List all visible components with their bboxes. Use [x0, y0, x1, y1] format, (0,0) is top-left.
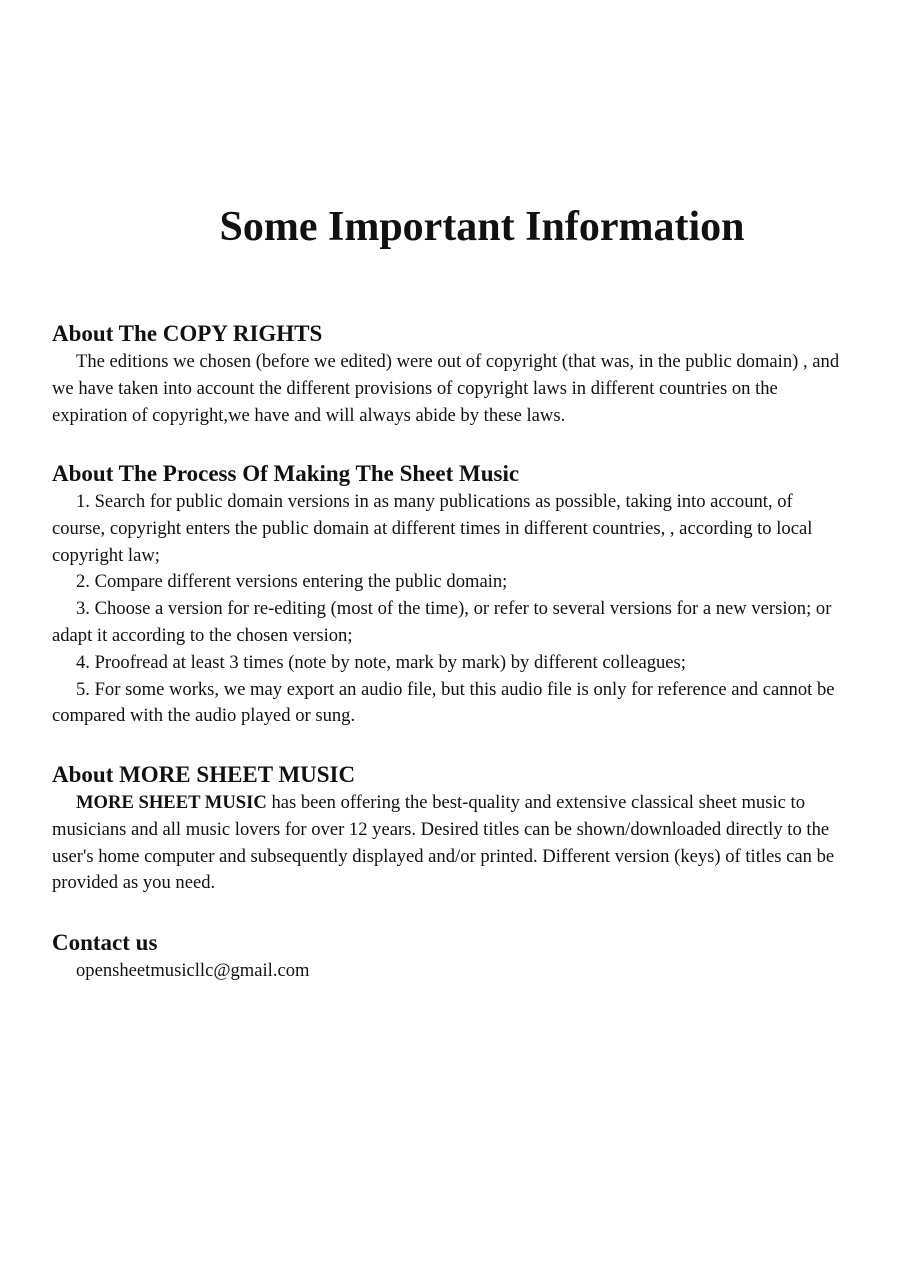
- process-step-4: 4. Proofread at least 3 times (note by note, mark by mark) by different colleagues;: [76, 651, 686, 673]
- copyright-heading: About The COPY RIGHTS: [52, 321, 323, 346]
- more-heading: About MORE SHEET MUSIC: [52, 762, 356, 787]
- process-heading: About The Process Of Making The Sheet Music: [52, 461, 520, 486]
- copyright-section: [52, 319, 848, 429]
- process-step-2: 2. Compare different versions entering the public domain;: [76, 571, 508, 593]
- more-description: has been offering the best-quality and extensive classical sheet music to musicians and all music lovers for over 12 years. Desired titles can be shown/downloaded directly to the user's home computer and subsequently displayed and/or printed. Different version (keys) of titles can be provided as you need.: [52, 792, 835, 894]
- process-step-5: 5. For some works, we may export an audio file, but this audio file is only for reference and cannot be compared with the audio played or sung.: [52, 678, 835, 727]
- page-title: Some Important Information: [219, 204, 745, 250]
- copyright-text: The editions we chosen (before we edited) were out of copyright (that was, in the public domain) , and we have taken into account the different provisions of copyright laws in different countries on the expiration of copyright,we have and will always abide by these laws.: [52, 351, 840, 426]
- process-step-3: 3. Choose a version for re-editing (most of the time), or refer to several versions for a new version; or adapt it according to the chosen version;: [52, 598, 832, 646]
- contact-section: [52, 928, 848, 985]
- more-sheet-music-section: [52, 760, 848, 897]
- process-section: [52, 459, 848, 730]
- more-text: [52, 790, 848, 897]
- brand-name: MORE SHEET MUSIC: [76, 792, 267, 813]
- contact-heading: Contact us: [52, 930, 158, 955]
- contact-email: opensheetmusicllc@gmail.com: [76, 960, 310, 981]
- process-step-1: 1. Search for public domain versions in as many publications as possible, taking into account, of course, copyright enters the public domain at different times in different countries, , according to local copyright law;: [52, 491, 813, 566]
